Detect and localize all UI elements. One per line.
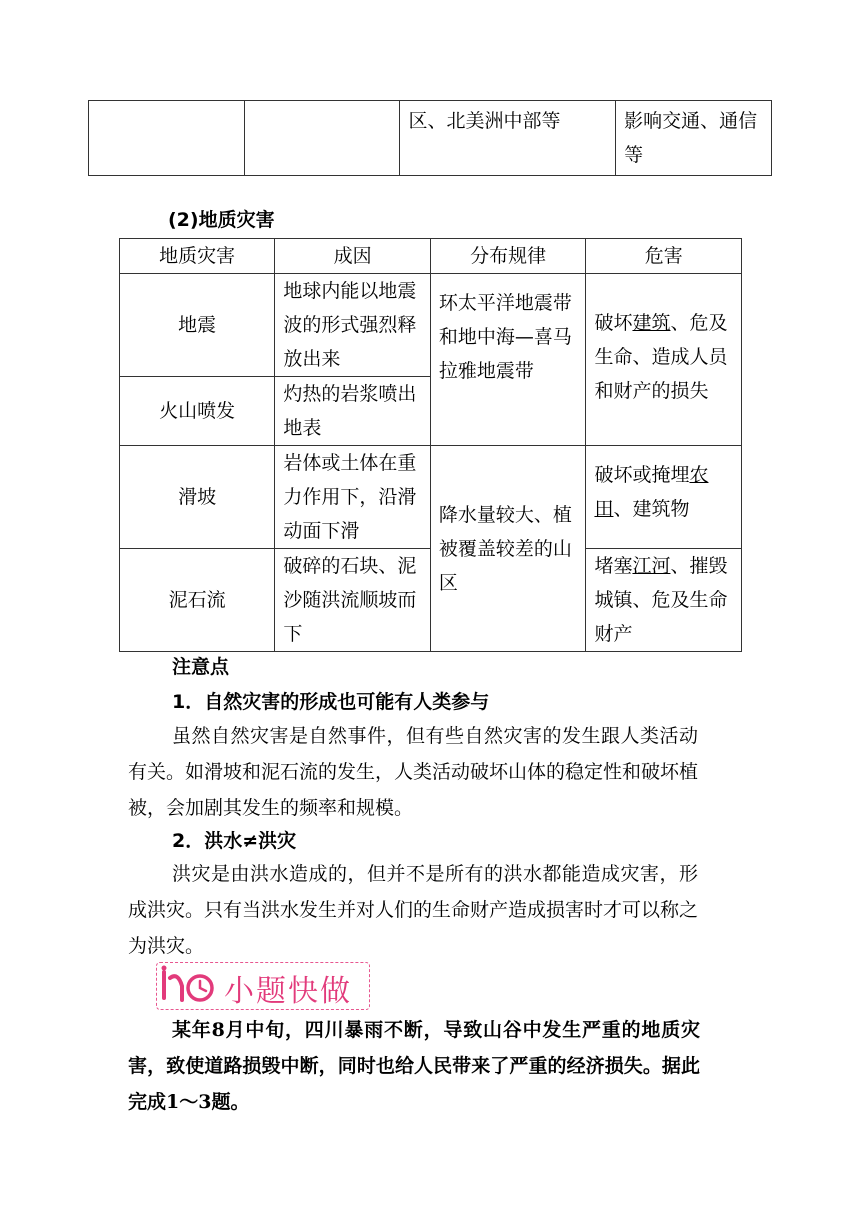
header-cell: 分布规律 <box>430 239 586 274</box>
note-1-text: 虽然自然灾害是自然事件，但有些自然灾害的发生跟人类活动有关。如滑坡和泥石流的发生，人类活动破坏山体的稳定性和破坏植被，会加剧其发生的频率和规模。 <box>128 725 699 819</box>
disaster-name-cell: 地震 <box>120 274 275 377</box>
distribution-cell: 降水量较大、植被覆盖较差的山区 <box>430 446 586 652</box>
header-cell: 成因 <box>275 239 431 274</box>
disaster-name-cell: 火山喷发 <box>120 377 275 446</box>
geology-section-title: (2)地质灾害 <box>168 209 275 231</box>
table-cell <box>244 101 400 176</box>
table-cell <box>89 101 245 176</box>
cause-cell: 地球内能以地震波的形式强烈释放出来 <box>275 274 431 377</box>
note-1-title: 1．自然灾害的形成也可能有人类参与 <box>172 691 490 713</box>
cause-cell: 岩体或土体在重力作用下，沿滑动面下滑 <box>275 446 431 549</box>
clock-logo-icon <box>160 964 222 1006</box>
notes-heading: 注意点 <box>172 656 230 678</box>
disaster-name-cell: 泥石流 <box>120 549 275 652</box>
banner-label: 小题快做 <box>224 974 352 1009</box>
disaster-name-cell: 滑坡 <box>120 446 275 549</box>
distribution-cell: 环太平洋地震带和地中海—喜马拉雅地震带 <box>430 274 586 446</box>
harm-cell: 破坏建筑、危及生命、造成人员和财产的损失 <box>586 274 742 446</box>
table-row <box>120 446 742 549</box>
harm-cell: 破坏或掩埋农田、建筑物 <box>586 446 742 549</box>
header-cell: 危害 <box>586 239 742 274</box>
geology-disaster-table <box>119 238 742 652</box>
cause-cell: 破碎的石块、泥沙随洪流顺坡而下 <box>275 549 431 652</box>
table-cell: 区、北美洲中部等 <box>400 101 616 176</box>
table-header-row <box>120 239 742 274</box>
table-cell: 影响交通、通信等 <box>616 101 772 176</box>
cause-cell: 灼热的岩浆喷出地表 <box>275 377 431 446</box>
hydro-disaster-table-continued <box>88 100 772 176</box>
note-2-title: 2．洪水≠洪灾 <box>172 830 297 852</box>
harm-cell: 堵塞江河、摧毁城镇、危及生命财产 <box>586 549 742 652</box>
table-row <box>89 101 772 176</box>
table-row <box>120 274 742 377</box>
question-text: 某年8月中旬，四川暴雨不断，导致山谷中发生严重的地质灾害，致使道路损毁中断，同时也给人民带来了严重的经济损失。据此完成1～3题。 <box>128 1019 700 1113</box>
header-cell: 地质灾害 <box>120 239 275 274</box>
note-2-text: 洪灾是由洪水造成的，但并不是所有的洪水都能造成灾害，形成洪灾。只有当洪水发生并对人们的生命财产造成损害时才可以称之为洪灾。 <box>128 863 699 957</box>
